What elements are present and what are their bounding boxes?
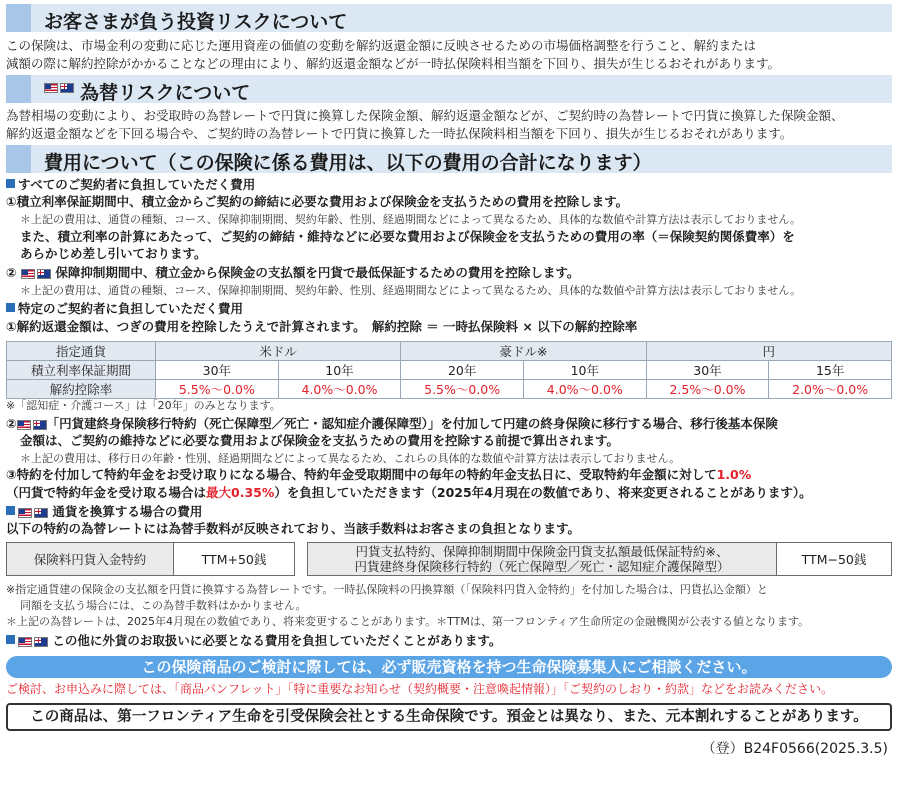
period-cell: 10年 — [523, 361, 646, 380]
period-cell: 20年 — [401, 361, 524, 380]
fee-item-1-line-2: また、積立利率の計算にあたって、ご契約の締結・維持などに必要な費用および保険金を支払うための費用の率（＝保険契約関係費率）を — [20, 229, 795, 244]
registration-number: （登）B24F0566(2025.3.5) — [701, 741, 888, 757]
fee-item-1-line-1: ①積立利率保証期間中、積立金からご契約の締結に必要な費用および保険金を支払うための費用を控除します。 — [6, 194, 629, 209]
specific-fee-3-line-1: ③特約を付加して特約年金をお受け取りになる場合、特約年金受取期間中の毎年の特約年金支払日に、受取特約年金額に対して1.0% — [6, 467, 752, 482]
cancellation-rate-table — [6, 341, 892, 399]
fx-risk-line-1: 為替相場の変動により、お受取時の為替レートで円貨に換算した保険金額、解約返還金額などが、ご契約時の為替レートで円貨に換算した保険金額、 — [6, 108, 844, 123]
investment-risk-line-1: この保険は、市場金利の変動に応じた運用資産の価値の変動を解約返還金額に反映させるための市場価格調整を行うこと、解約または — [6, 38, 757, 53]
rate-cell: 5.5%〜0.0% — [156, 380, 279, 399]
specific-contractors-header: 特定のご契約者に負担していただく費用 — [6, 300, 243, 318]
product-notice-box: この商品は、第一フロンティア生命を引受保険会社とする生命保険です。預金とは異なり、また、元本割れすることがあります。 — [6, 703, 892, 731]
other-fee: この他に外貨のお取扱いに必要となる費用を負担していただくことがあります。 — [6, 632, 501, 650]
table-header: 指定通貨 — [7, 342, 156, 361]
section-header-fees — [6, 145, 892, 173]
section-header-fx-risk — [6, 75, 892, 103]
fx-fee-header: 通貨を換算する場合の費用 — [6, 503, 202, 521]
rate-cell: 2.5%〜0.0% — [646, 380, 769, 399]
us-flag-icon — [18, 508, 32, 518]
currency-aud: 豪ドル※ — [401, 342, 646, 361]
all-contractors-header: すべてのご契約者に負担していただく費用 — [6, 176, 255, 194]
consultation-banner: この保険商品のご検討に際しては、必ず販売資格を持つ生命保険募集人にご相談ください。 — [6, 656, 892, 678]
period-cell: 30年 — [156, 361, 279, 380]
square-bullet-icon — [6, 635, 15, 644]
read-documents-notice: ご検討、お申込みに際しては、「商品パンフレット」「特に重要なお知らせ（契約概要・注意喚起情報）」「ご契約のしおり・約款」などをお読みください。 — [6, 682, 834, 696]
specific-fee-2-line-2: 金額は、ご契約の維持などに必要な費用および保険金を支払うための費用を控除する前提で算出されます。 — [20, 433, 620, 448]
fee-item-1-note: ＊上記の費用は、通貨の種類、コース、保障抑制期間、契約年齢、性別、経過期間などによって異なるため、具体的な数値や計算方法は表示しておりません。 — [20, 213, 801, 226]
specific-fee-2-line-1: ② 「円貨建終身保険移行特約（死亡保障型／死亡・認知症介護保障型）」を付加して円建の終身保険に移行する場合、移行後基本保険 — [6, 416, 778, 431]
specific-fee-3-line-2: （円貨で特約年金を受け取る場合は最大0.35%）を負担していただきます（2025年4月現在の数値であり、将来変更されることがあります）。 — [6, 485, 812, 500]
currency-flags — [21, 269, 51, 279]
fee-item-2-note: ＊上記の費用は、通貨の種類、コース、保障抑制期間、契約年齢、性別、経過期間などによって異なるため、具体的な数値や計算方法は表示しておりません。 — [20, 284, 801, 297]
currency-usd: 米ドル — [156, 342, 401, 361]
table-note: ※「認知症・介護コース」は「20年」のみとなります。 — [6, 399, 281, 412]
australia-flag-icon — [60, 83, 74, 93]
us-flag-icon — [18, 637, 32, 647]
period-cell: 15年 — [769, 361, 892, 380]
fx-box-2-value: TTM−50銭 — [776, 542, 892, 576]
specific-fee-2-note: ＊上記の費用は、移行日の年齢・性別、経過期間などによって異なるため、これらの具体的な数値や計算方法は表示しておりません。 — [20, 452, 681, 465]
square-bullet-icon — [6, 303, 15, 312]
us-flag-icon — [44, 83, 58, 93]
currency-flags — [17, 420, 47, 430]
currency-flags — [18, 508, 48, 518]
rate-cell: 2.0%〜0.0% — [769, 380, 892, 399]
section-marker — [6, 4, 31, 32]
section-marker — [6, 145, 31, 173]
us-flag-icon — [21, 269, 35, 279]
australia-flag-icon — [33, 420, 47, 430]
fx-box-1-label: 保険料円貨入金特約 — [6, 542, 174, 576]
table-header: 解約控除率 — [7, 380, 156, 399]
rate-cell: 4.0%〜0.0% — [278, 380, 401, 399]
fx-box-1-value: TTM+50銭 — [173, 542, 295, 576]
period-cell: 30年 — [646, 361, 769, 380]
australia-flag-icon — [34, 508, 48, 518]
australia-flag-icon — [37, 269, 51, 279]
rate-cell: 5.5%〜0.0% — [401, 380, 524, 399]
section-title: 費用について（この保険に係る費用は、以下の費用の合計になります） — [44, 152, 652, 174]
currency-flags — [18, 637, 48, 647]
us-flag-icon — [17, 420, 31, 430]
section-header-investment-risk — [6, 4, 892, 32]
fx-note-2: 同額を支払う場合には、この為替手数料はかかりません。 — [20, 599, 307, 612]
fx-note-3: ＊上記の為替レートは、2025年4月現在の数値であり、将来変更することがあります。＊TTMは、第一フロンティア生命所定の金融機関が公表する値となります。 — [6, 615, 810, 628]
fx-box-2-label: 円貨支払特約、保障抑制期間中保険金円貨支払額最低保証特約※、 円貨建終身保険移行特約（死亡保障型／死亡・認知症介護保障型） — [307, 542, 777, 576]
square-bullet-icon — [6, 179, 15, 188]
specific-fee-1: ①解約返還金額は、つぎの費用を控除したうえで計算されます。 解約控除 ＝ 一時払保険料 × 以下の解約控除率 — [6, 319, 638, 334]
fee-item-2: ② 保障抑制期間中、積立金から保険金の支払額を円貨で最低保証するための費用を控除します。 — [6, 265, 580, 280]
fx-risk-line-2: 解約返還金額などを下回る場合や、ご契約時の為替レートで円貨に換算した一時払保険料相当額を下回り、損失が生じるおそれがあります。 — [6, 126, 793, 141]
currency-jpy: 円 — [646, 342, 891, 361]
fx-fee-line: 以下の特約の為替レートには為替手数料が反映されており、当該手数料はお客さまの負担となります。 — [6, 521, 581, 536]
rate-cell: 4.0%〜0.0% — [523, 380, 646, 399]
section-marker — [6, 75, 31, 103]
currency-flags — [44, 83, 74, 93]
section-title: お客さまが負う投資リスクについて — [44, 11, 348, 33]
investment-risk-line-2: 減額の際に解約控除がかかることなどの理由により、解約返還金額などが一時払保険料相当額を下回り、損失が生じるおそれがあります。 — [6, 56, 781, 71]
australia-flag-icon — [34, 637, 48, 647]
fee-item-1-line-3: あらかじめ差し引いております。 — [20, 246, 207, 261]
fx-note-1: ※指定通貨建の保険金の支払額を円貨に換算する為替レートです。一時払保険料の円換算額（「保険料円貨入金特約」を付加した場合は、円貨払込金額）と — [6, 583, 768, 596]
section-title: 為替リスクについて — [80, 82, 251, 104]
table-header: 積立利率保証期間 — [7, 361, 156, 380]
period-cell: 10年 — [278, 361, 401, 380]
square-bullet-icon — [6, 506, 15, 515]
